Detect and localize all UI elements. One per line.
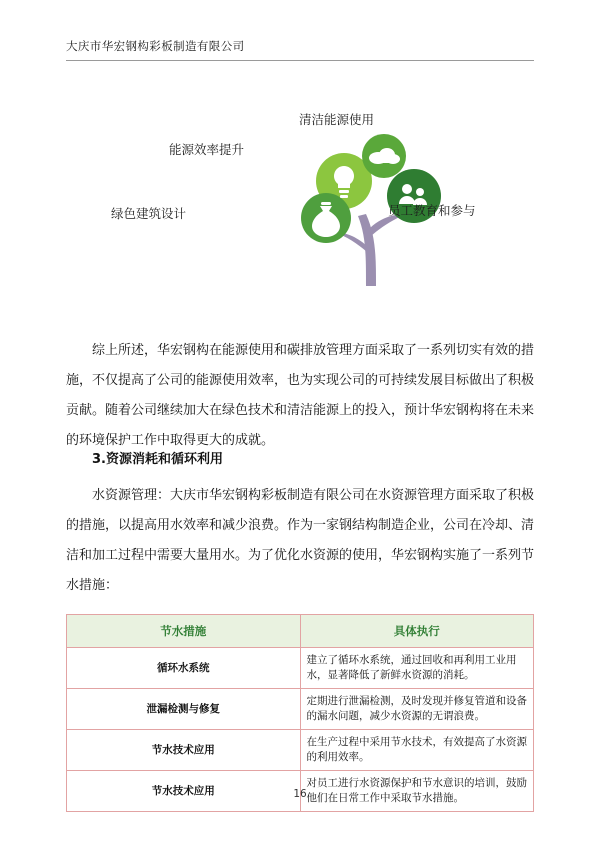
- table-row: [67, 730, 534, 771]
- table-cell-measure: 节水技术应用: [67, 771, 301, 812]
- paragraph-water-text: 水资源管理：大庆市华宏钢构彩板制造有限公司在水资源管理方面采取了积极的措施，以提高用水效率和减少浪费。作为一家钢结构制造企业，公司在冷却、清洁和加工过程中需要大量用水。为了优化水资源的使用，华宏钢构实施了一系列节水措施：: [66, 488, 535, 593]
- tree-diagram: [66, 96, 534, 301]
- figure-label-clean-energy: 清洁能源使用: [299, 112, 375, 127]
- table-cell-measure: 泄漏检测与修复: [67, 689, 301, 730]
- table-header-detail: 具体执行: [300, 615, 534, 648]
- table-header-measure: 节水措施: [67, 615, 301, 648]
- page-number: 16: [293, 788, 307, 800]
- figure-label-staff-education: 员工教育和参与: [388, 203, 476, 218]
- paragraph-water: [66, 481, 534, 601]
- section-heading-3: 3.资源消耗和循环利用: [92, 452, 223, 467]
- figure-label-energy-efficiency: 能源效率提升: [169, 142, 245, 157]
- paragraph-summary-text: 综上所述，华宏钢构在能源使用和碳排放管理方面采取了一系列切实有效的措施，不仅提高了公司的能源使用效率，也为实现公司的可持续发展目标做出了积极贡献。随着公司继续加大在绿色技术和清洁能源上的投入，预计华宏钢构将在未来的环境保护工作中取得更大的成就。: [66, 343, 535, 448]
- table-cell-detail: 定期进行泄漏检测，及时发现并修复管道和设备的漏水问题，减少水资源的无谓浪费。: [300, 689, 534, 730]
- page-header: 大庆市华宏钢构彩板制造有限公司: [66, 38, 534, 61]
- table-cell-measure: 循环水系统: [67, 648, 301, 689]
- table-header-row: [67, 615, 534, 648]
- table-row: [67, 689, 534, 730]
- table-cell-detail: 对员工进行水资源保护和节水意识的培训，鼓励他们在日常工作中采取节水措施。: [300, 771, 534, 812]
- paragraph-summary: [66, 336, 534, 456]
- water-measures-table: [66, 614, 534, 812]
- figure-label-green-building: 绿色建筑设计: [111, 206, 187, 221]
- table-cell-detail: 在生产过程中采用节水技术，有效提高了水资源的利用效率。: [300, 730, 534, 771]
- table-cell-detail: 建立了循环水系统，通过回收和再利用工业用水，显著降低了新鲜水资源的消耗。: [300, 648, 534, 689]
- table-row: [67, 648, 534, 689]
- table-cell-measure: 节水技术应用: [67, 730, 301, 771]
